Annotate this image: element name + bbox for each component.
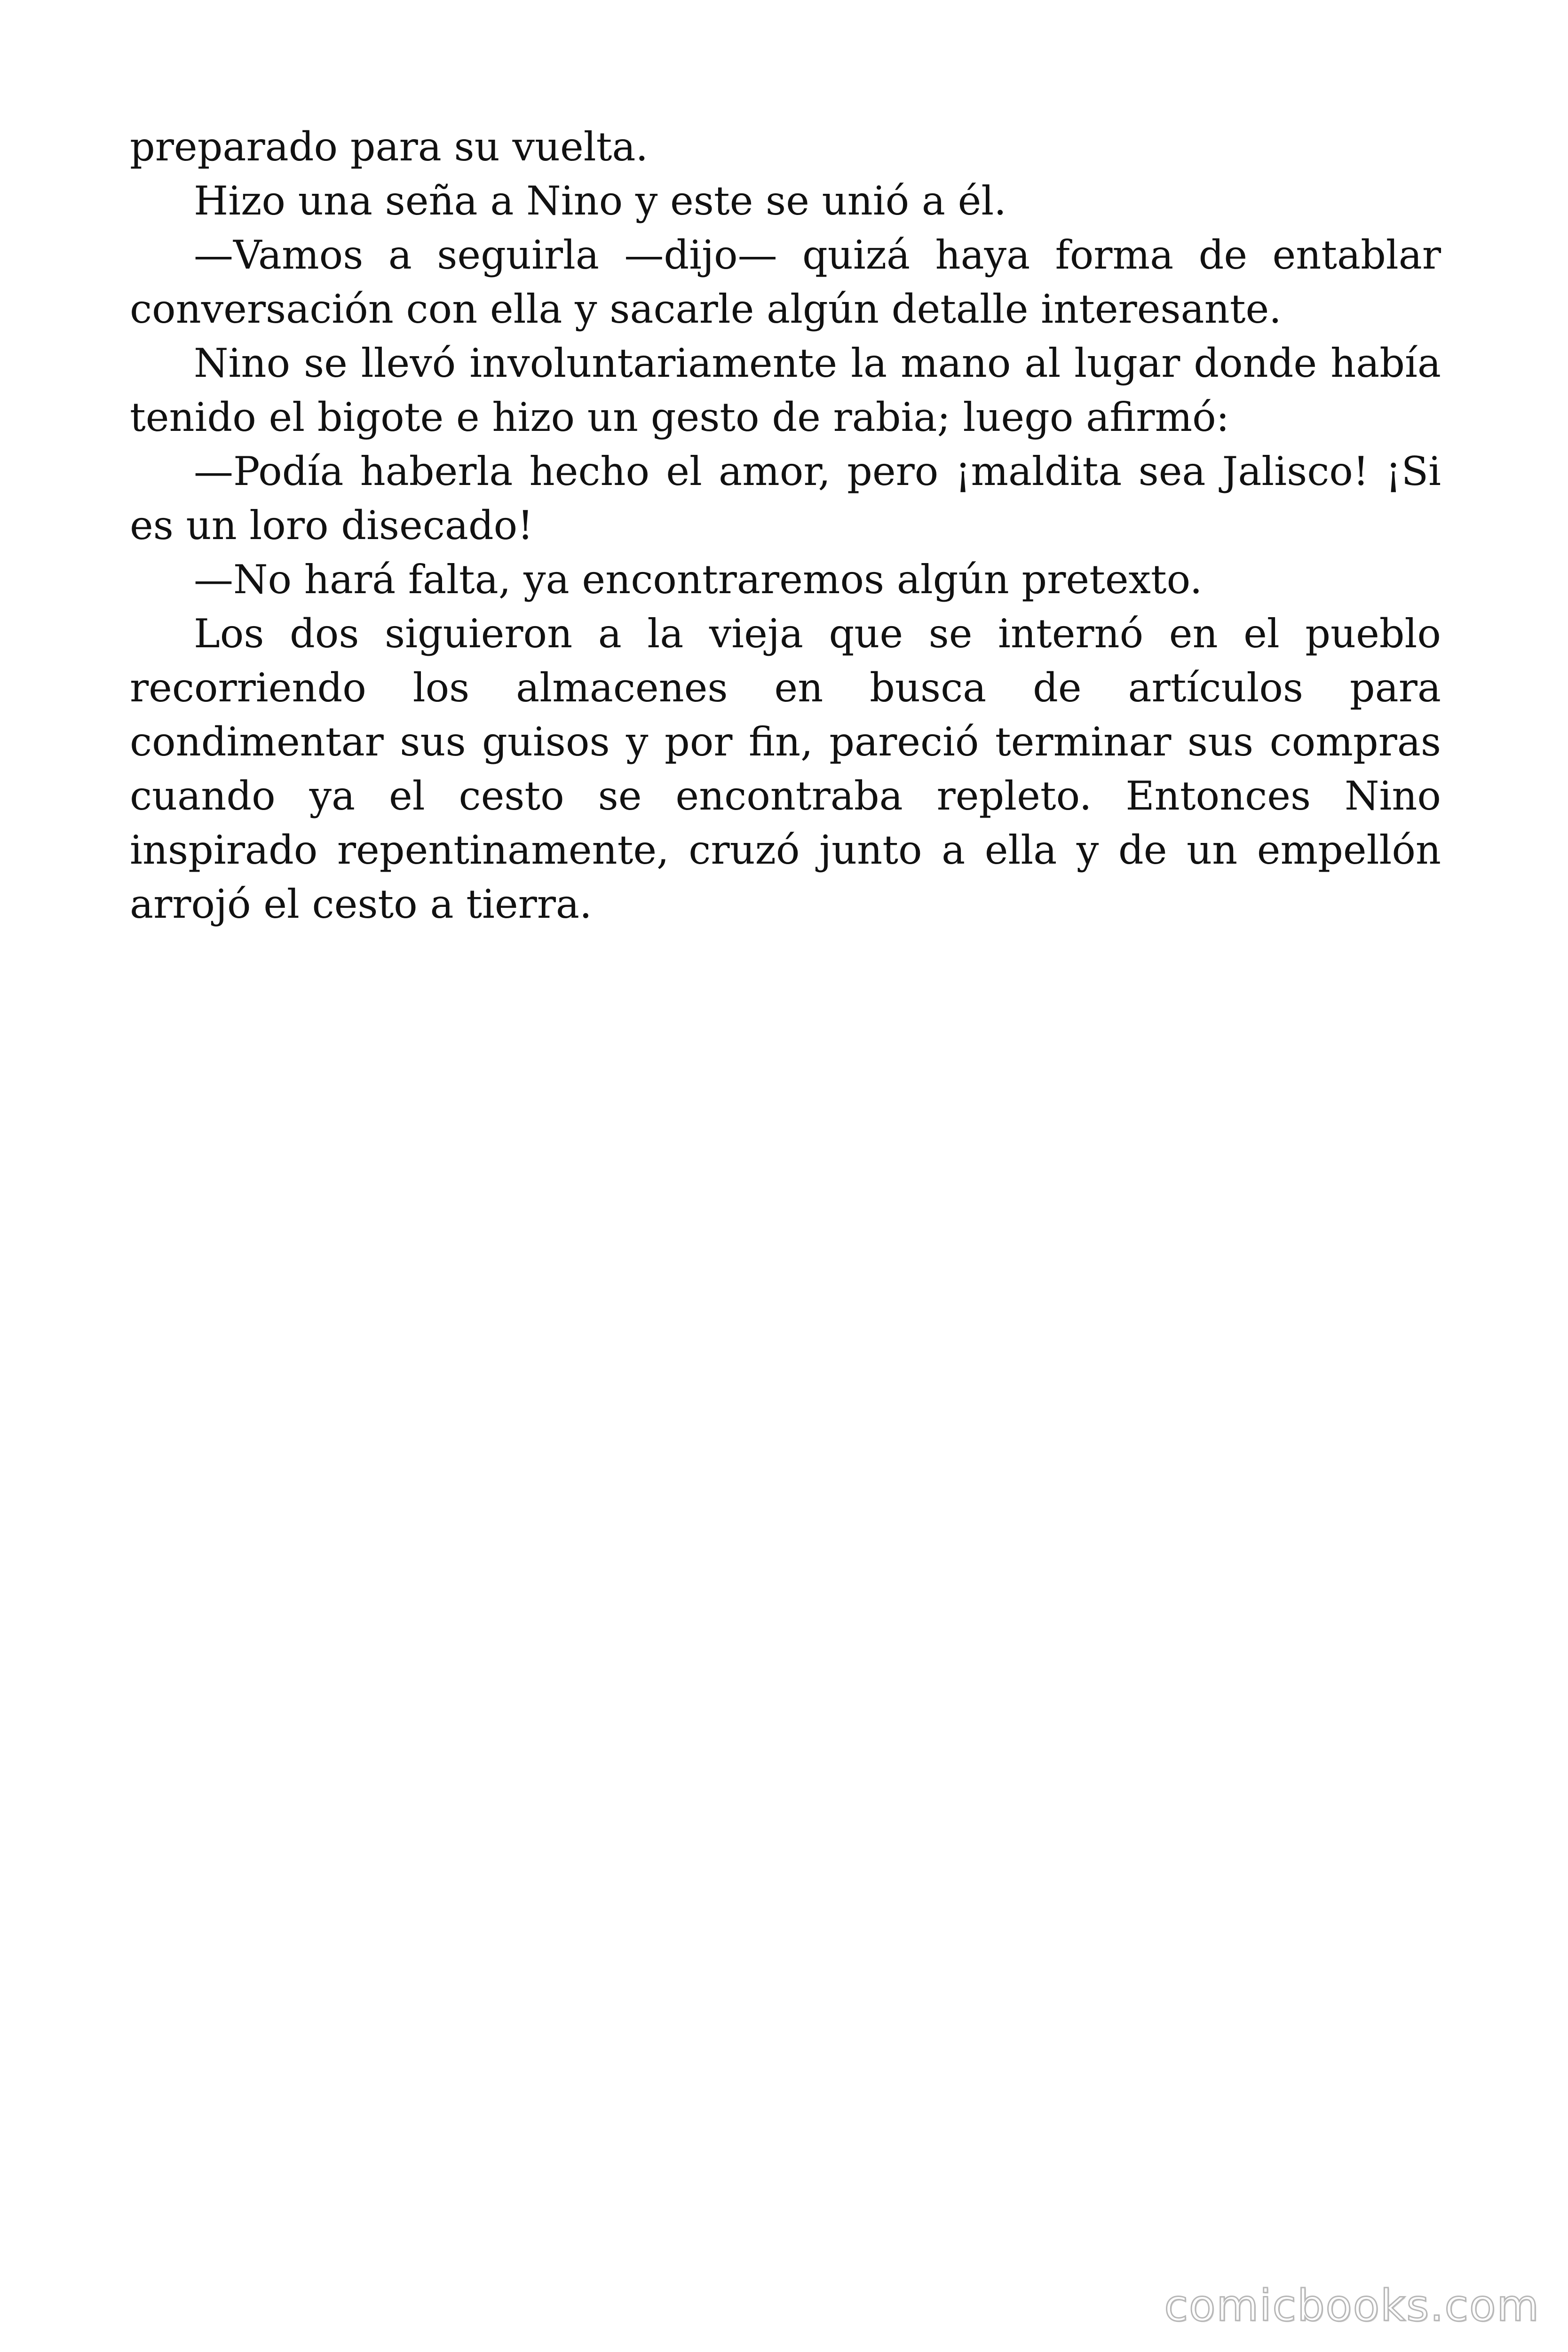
page-body-text <box>130 120 1441 931</box>
watermark-logo: comicbooks.com <box>1164 2280 1540 2331</box>
paragraph: preparado para su vuelta. <box>130 124 649 170</box>
paragraph: —Podía haberla hecho el amor, pero ¡maldita sea Jalisco! ¡Si es un loro disecado! <box>130 448 1441 548</box>
paragraph: —Vamos a seguirla —dijo— quizá haya forma de entablar conversación con ella y sacarle algún detalle interesante. <box>130 232 1441 332</box>
paragraph: Nino se llevó involuntariamente la mano al lugar donde había tenido el bigote e hizo un gesto de rabia; luego afirmó: <box>130 340 1441 440</box>
paragraph: Hizo una seña a Nino y este se unió a él. <box>194 178 1006 224</box>
paragraph: Los dos siguieron a la vieja que se internó en el pueblo recorriendo los almacenes en busca de artículos para condimentar sus guisos y por fin, pareció terminar sus compras cuando ya el cesto se encontraba repleto. Entonces Nino inspirado repentinamente, cruzó junto a ella y de un empellón arrojó el cesto a tierra. <box>130 611 1441 927</box>
paragraph: —No hará falta, ya encontraremos algún pretexto. <box>194 556 1203 603</box>
